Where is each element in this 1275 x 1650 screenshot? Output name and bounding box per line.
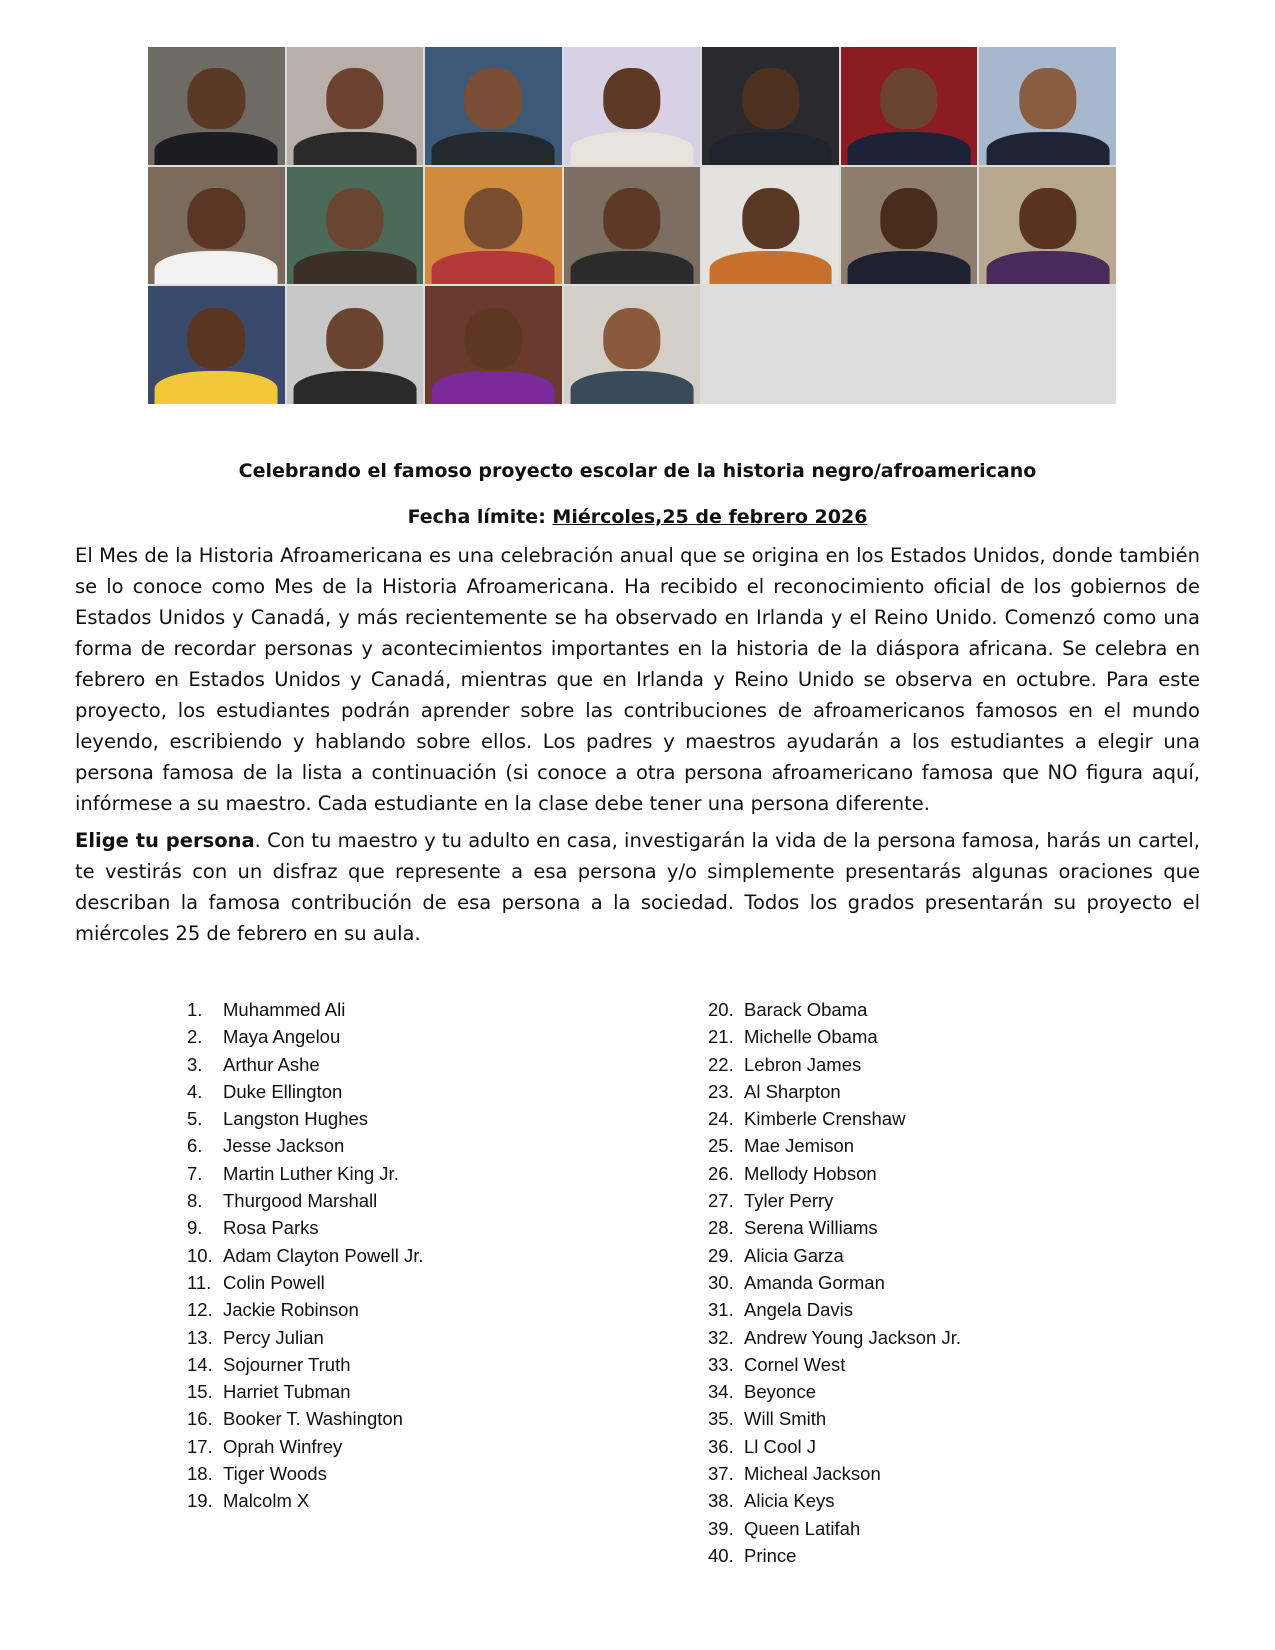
list-item-name: Serena Williams — [744, 1217, 878, 1239]
list-item-name: Sojourner Truth — [223, 1353, 351, 1375]
list-item — [708, 1187, 961, 1214]
list-item-name: Barack Obama — [744, 999, 868, 1020]
list-item-name: Jackie Robinson — [223, 1299, 359, 1321]
instructions-paragraph — [75, 825, 1200, 949]
list-item-number: 26. — [708, 1162, 734, 1184]
portrait-face — [603, 188, 660, 249]
list-item-number: 14. — [187, 1353, 213, 1375]
list-item-name: Jesse Jackson — [223, 1135, 345, 1157]
portrait-torso — [986, 251, 1109, 284]
list-item-number: 11. — [187, 1271, 212, 1293]
people-list-right — [708, 996, 961, 1569]
portrait-face — [465, 308, 522, 369]
list-item-number: 8. — [187, 1190, 203, 1212]
list-item-name: Langston Hughes — [223, 1108, 369, 1130]
portrait-face — [326, 308, 383, 369]
list-item-number: 15. — [187, 1381, 213, 1403]
list-item — [708, 1051, 961, 1078]
list-item — [708, 1324, 961, 1351]
list-item-number: 19. — [187, 1490, 213, 1512]
list-item-number: 30. — [708, 1271, 734, 1293]
list-item-number: 17. — [187, 1435, 213, 1457]
list-item-number: 39. — [708, 1517, 734, 1539]
list-item-number: 38. — [708, 1490, 734, 1512]
portrait-torso — [571, 371, 694, 404]
list-item-name: Malcolm X — [223, 1490, 310, 1512]
portrait-face — [188, 188, 245, 249]
portrait-torso — [986, 132, 1109, 165]
list-item-number: 16. — [187, 1408, 213, 1430]
portrait-face — [465, 188, 522, 249]
list-item — [708, 1433, 961, 1460]
portrait-photo-11 — [564, 167, 701, 285]
list-item-name: Tiger Woods — [223, 1463, 327, 1485]
list-item-number: 6. — [187, 1135, 203, 1157]
list-item-number: 23. — [708, 1080, 734, 1102]
list-item-name: Harriet Tubman — [223, 1381, 351, 1403]
portrait-face — [742, 188, 799, 249]
portrait-photo-8 — [148, 167, 285, 285]
portrait-face — [603, 308, 660, 369]
portrait-face — [188, 308, 245, 369]
deadline-label: Fecha límite: — [407, 506, 546, 528]
list-item-number: 9. — [187, 1217, 203, 1239]
list-item — [187, 1105, 424, 1132]
portrait-torso — [709, 251, 832, 284]
portrait-face — [326, 68, 383, 129]
list-item-name: Tyler Perry — [744, 1190, 834, 1212]
portrait-torso — [293, 251, 416, 284]
list-item — [187, 1132, 424, 1159]
portrait-photo-14 — [979, 167, 1116, 285]
list-item-number: 31. — [708, 1299, 734, 1321]
list-item-name: Martin Luther King Jr. — [223, 1162, 399, 1184]
list-item — [187, 1160, 424, 1187]
portrait-torso — [155, 251, 278, 284]
list-item-name: Angela Davis — [744, 1299, 854, 1321]
portrait-photo-7 — [979, 47, 1116, 165]
portrait-face — [326, 188, 383, 249]
list-item-name: Micheal Jackson — [744, 1463, 881, 1485]
list-item — [187, 1214, 424, 1241]
list-item — [708, 1023, 961, 1050]
list-item — [708, 1405, 961, 1432]
list-item-name: Duke Ellington — [223, 1080, 343, 1102]
list-item-name: Michelle Obama — [744, 1026, 878, 1048]
list-item-number: 12. — [187, 1299, 213, 1321]
list-item — [187, 1351, 424, 1378]
portrait-photo-17 — [425, 286, 562, 404]
list-item — [187, 1023, 424, 1050]
list-item-name: Colin Powell — [223, 1271, 325, 1293]
list-item — [708, 1460, 961, 1487]
portrait-collage — [148, 47, 1116, 404]
list-item — [708, 1542, 961, 1569]
list-item-name: Queen Latifah — [744, 1517, 861, 1539]
portrait-face — [465, 68, 522, 129]
project-title: Celebrando el famoso proyecto escolar de la historia negro/afroamericano — [238, 460, 1037, 482]
list-item-name: Percy Julian — [223, 1326, 324, 1348]
list-item-name: Alicia Garza — [744, 1244, 844, 1266]
list-item-number: 22. — [708, 1053, 734, 1075]
list-item-number: 2. — [187, 1026, 203, 1048]
list-item — [708, 1269, 961, 1296]
portrait-face — [1019, 188, 1076, 249]
list-item-number: 32. — [708, 1326, 734, 1348]
list-item-name: Al Sharpton — [744, 1080, 841, 1102]
list-item-number: 21. — [708, 1026, 734, 1048]
portrait-photo-5 — [702, 47, 839, 165]
portrait-photo-2 — [287, 47, 424, 165]
portrait-torso — [709, 132, 832, 165]
list-item-name: Adam Clayton Powell Jr. — [223, 1244, 424, 1266]
portrait-torso — [432, 132, 555, 165]
list-item-name: Alicia Keys — [744, 1490, 835, 1512]
list-item-number: 10. — [187, 1244, 213, 1266]
list-item — [187, 1078, 424, 1105]
portrait-photo-15 — [148, 286, 285, 404]
portrait-photo-6 — [841, 47, 978, 165]
list-item-number: 37. — [708, 1463, 734, 1485]
list-item — [708, 1296, 961, 1323]
list-item — [708, 1351, 961, 1378]
portrait-photo-18 — [564, 286, 701, 404]
portrait-photo-10 — [425, 167, 562, 285]
instructions-text: . Con tu maestro y tu adulto en casa, investigarán la vida de la persona famosa, harás un cartel, te vestirás con un disfraz que represente a esa persona y/o simplemente presentarás algunas oraciones que describan la famosa contribución de esa persona a la sociedad. Todos los grados presentarán su proyecto el miércoles 25 de febrero en su aula. — [75, 829, 1201, 945]
list-item-name: Ll Cool J — [744, 1435, 816, 1457]
list-item — [187, 1405, 424, 1432]
list-item — [187, 1242, 424, 1269]
list-item-name: Kimberle Crenshaw — [744, 1108, 906, 1130]
instructions-lead: Elige tu persona — [75, 829, 255, 852]
portrait-photo-12 — [702, 167, 839, 285]
list-item-name: Thurgood Marshall — [223, 1190, 378, 1212]
portrait-photo-16 — [287, 286, 424, 404]
list-item-number: 40. — [708, 1544, 734, 1566]
list-item-number: 35. — [708, 1408, 734, 1430]
portrait-photo-1 — [148, 47, 285, 165]
list-item — [708, 1160, 961, 1187]
list-item — [187, 996, 424, 1023]
portrait-photo-9 — [287, 167, 424, 285]
list-item-name: Maya Angelou — [223, 1026, 341, 1048]
list-item-number: 25. — [708, 1135, 734, 1157]
list-item-name: Andrew Young Jackson Jr. — [744, 1326, 962, 1348]
list-item-number: 20. — [708, 999, 734, 1020]
list-item — [708, 1487, 961, 1514]
list-item-number: 5. — [187, 1108, 203, 1130]
list-item — [187, 1378, 424, 1405]
intro-paragraph: El Mes de la Historia Afroamericana es una celebración anual que se origina en los Estados Unidos, donde también se lo conoce como Mes de la Historia Afroamericana. Ha recibido el reconocimiento oficial de los gobiernos de Estados Unidos y Canadá, y más recientemente se ha observado en Irlanda y el Reino Unido. Comenzó como una forma de recordar personas y acontecimientos importantes en la historia de la diáspora africana. Se celebra en febrero en Estados Unidos y Canadá, mientras que en Irlanda y Reino Unido se observa en octubre. Para este proyecto, los estudiantes podrán aprender sobre las contribuciones de afroamericanos famosos en el mundo leyendo, escribiendo y hablando sobre ellos. Los padres y maestros ayudarán a los estudiantes a elegir una persona famosa de la lista a continuación (si conoce a otra persona afroamericano famosa que NO figura aquí, infórmese a su maestro. Cada estudiante en la clase debe tener una persona diferente. — [75, 544, 1200, 815]
list-item-name: Oprah Winfrey — [223, 1435, 343, 1457]
list-item — [708, 1214, 961, 1241]
list-item-name: Lebron James — [744, 1053, 862, 1075]
portrait-torso — [571, 251, 694, 284]
list-item-number: 1. — [187, 999, 203, 1020]
list-item-number: 28. — [708, 1217, 734, 1239]
portrait-torso — [848, 132, 971, 165]
list-item — [187, 1487, 424, 1514]
portrait-torso — [293, 132, 416, 165]
list-item-name: Prince — [744, 1544, 797, 1566]
list-item — [187, 1324, 424, 1351]
portrait-face — [603, 68, 660, 129]
list-item-number: 29. — [708, 1244, 734, 1266]
portrait-photo-4 — [564, 47, 701, 165]
list-item — [187, 1269, 424, 1296]
portrait-torso — [432, 251, 555, 284]
list-item — [708, 996, 961, 1023]
list-item — [187, 1460, 424, 1487]
list-item-number: 4. — [187, 1080, 203, 1102]
list-item-number: 27. — [708, 1190, 734, 1212]
list-item — [187, 1433, 424, 1460]
portrait-torso — [432, 371, 555, 404]
list-item — [708, 1515, 961, 1542]
list-item — [187, 1051, 424, 1078]
list-item — [708, 1078, 961, 1105]
portrait-face — [188, 68, 245, 129]
portrait-face — [742, 68, 799, 129]
list-item-name: Booker T. Washington — [223, 1408, 403, 1430]
list-item-name: Muhammed Ali — [223, 999, 346, 1020]
list-item-number: 18. — [187, 1463, 213, 1485]
list-item-number: 13. — [187, 1326, 213, 1348]
list-item-name: Mellody Hobson — [744, 1162, 877, 1184]
portrait-face — [880, 188, 937, 249]
list-item-name: Arthur Ashe — [223, 1053, 320, 1075]
list-item — [708, 1105, 961, 1132]
list-item — [187, 1296, 424, 1323]
portrait-photo-3 — [425, 47, 562, 165]
list-item — [708, 1132, 961, 1159]
portrait-torso — [571, 132, 694, 165]
list-item-name: Rosa Parks — [223, 1217, 319, 1239]
list-item-name: Will Smith — [744, 1408, 827, 1430]
portrait-face — [880, 68, 937, 129]
list-item — [708, 1378, 961, 1405]
list-item-number: 24. — [708, 1108, 734, 1130]
portrait-face — [1019, 68, 1076, 129]
list-item-number: 36. — [708, 1435, 734, 1457]
portrait-photo-13 — [841, 167, 978, 285]
list-item-number: 7. — [187, 1162, 203, 1184]
list-item-name: Amanda Gorman — [744, 1271, 885, 1293]
people-list-left — [187, 996, 424, 1515]
list-item-number: 34. — [708, 1381, 734, 1403]
deadline-line — [0, 506, 1275, 528]
list-item-name: Mae Jemison — [744, 1135, 855, 1157]
list-item-name: Beyonce — [744, 1381, 816, 1403]
portrait-torso — [293, 371, 416, 404]
portrait-torso — [155, 371, 278, 404]
portrait-torso — [848, 251, 971, 284]
portrait-torso — [155, 132, 278, 165]
list-item-number: 33. — [708, 1353, 734, 1375]
list-item — [708, 1242, 961, 1269]
list-item-name: Cornel West — [744, 1353, 846, 1375]
deadline-date: Miércoles,25 de febrero 2026 — [552, 506, 868, 528]
list-item — [187, 1187, 424, 1214]
list-item-number: 3. — [187, 1053, 203, 1075]
